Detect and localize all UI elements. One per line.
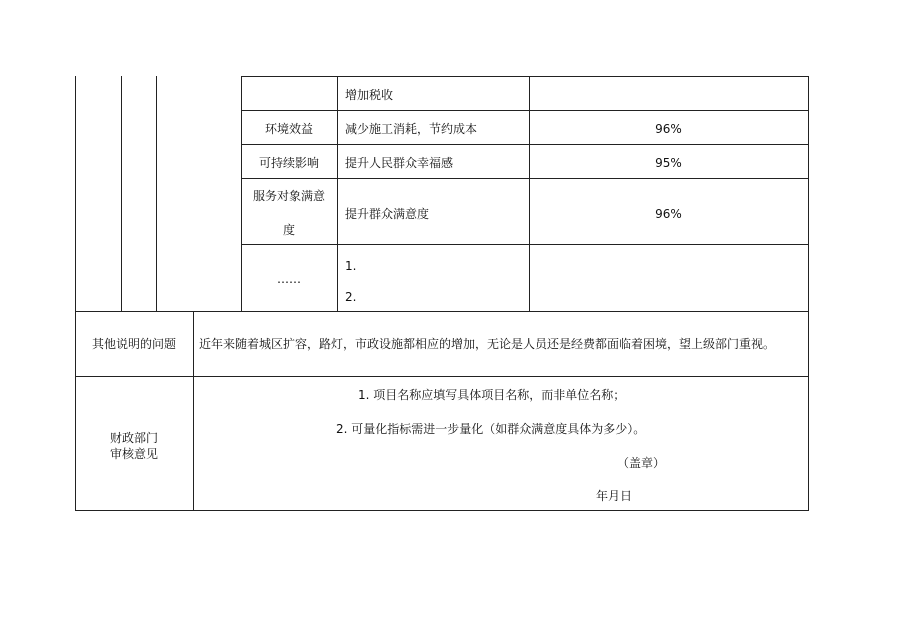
- row-divider: [241, 144, 809, 145]
- other-issues-label: 其他说明的问题: [91, 337, 176, 351]
- section-divider: [75, 376, 809, 377]
- column-divider: [193, 311, 194, 511]
- row-divider: [241, 110, 809, 111]
- table-cell-content: 提升人民群众幸福感: [345, 156, 454, 170]
- table-cell-content: 1.: [345, 259, 357, 273]
- table-cell-content: 2.: [345, 290, 357, 304]
- finance-review-label: 审核意见: [109, 447, 158, 461]
- table-cell-value: 96%: [655, 122, 682, 136]
- row-divider: [241, 178, 809, 179]
- table-cell-content: 提升群众满意度: [345, 207, 430, 221]
- table-cell-indicator: 可持续影响: [258, 156, 319, 170]
- review-item-2: 2. 可量化指标需进一步量化（如群众满意度具体为多少）。: [336, 422, 646, 436]
- table-cell-value: 96%: [655, 207, 682, 221]
- section-divider: [75, 311, 809, 312]
- table-cell-indicator: 度: [282, 223, 295, 237]
- table-cell-indicator: 环境效益: [264, 122, 313, 136]
- column-divider: [337, 76, 338, 311]
- table-cell-content: 减少施工消耗，节约成本: [345, 122, 478, 136]
- other-issues-text: 近年来随着城区扩容，路灯，市政设施都相应的增加，无论是人员还是经费都面临着困境，望上级部门重视。: [199, 337, 776, 351]
- finance-review-label: 财政部门: [109, 431, 158, 445]
- column-divider: [121, 76, 122, 311]
- table-right-border: [808, 76, 809, 511]
- row-divider: [241, 76, 809, 77]
- seal-placeholder: （盖章）: [617, 456, 666, 470]
- table-cell-indicator: 服务对象满意: [252, 189, 325, 203]
- table-bottom-border: [75, 510, 809, 511]
- table-cell-content: 增加税收: [345, 88, 394, 102]
- column-divider: [156, 76, 157, 311]
- row-divider: [241, 244, 809, 245]
- review-item-1: 1. 项目名称应填写具体项目名称，而非单位名称；: [358, 388, 626, 402]
- table-cell-value: 95%: [655, 156, 682, 170]
- table-cell-indicator: ……: [277, 272, 301, 286]
- column-divider: [529, 76, 530, 311]
- date-placeholder: 年月日: [596, 489, 633, 503]
